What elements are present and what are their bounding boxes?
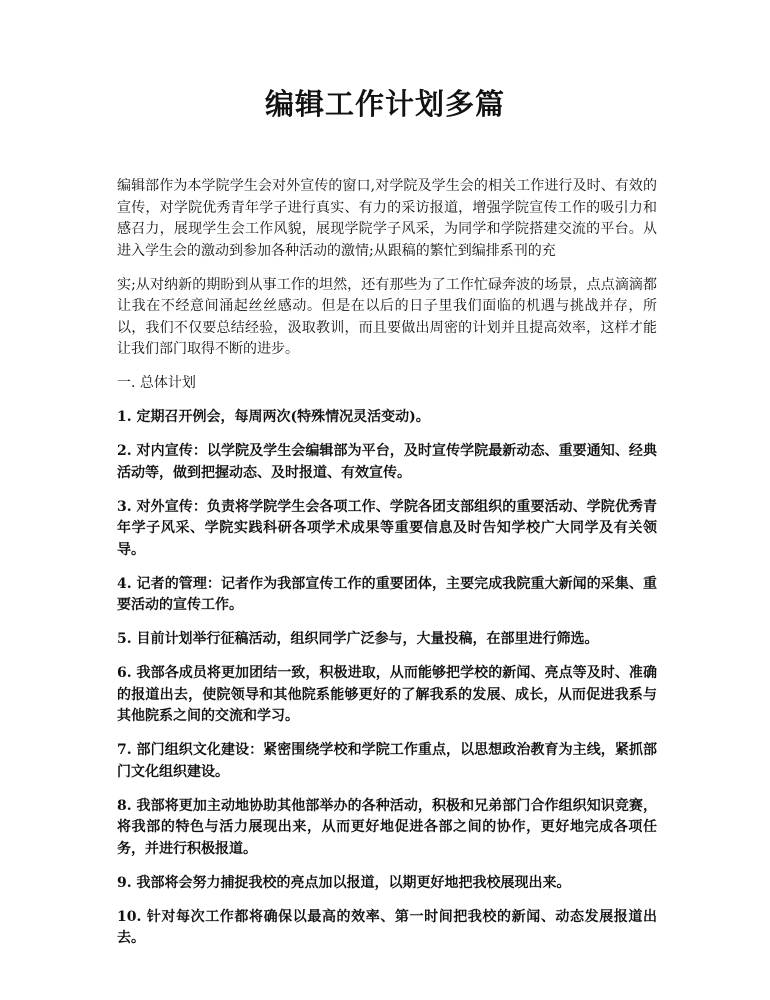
plan-item-8: 8. 我部将更加主动地协助其他部举办的各种活动，积极和兄弟部门合作组织知识竞赛，将我部的特色与活力展现出来，从而更好地促进各部之间的协作，更好地完成各项任务，并进行积极报道。 [117, 797, 657, 857]
plan-item-10: 10. 针对每次工作都将确保以最高的效率、第一时间把我校的新闻、动态发展报道出去。 [117, 908, 657, 946]
paragraph-intro: 编辑部作为本学院学生会对外宣传的窗口,对学院及学生会的相关工作进行及时、有效的宣传，对学院优秀青年学子进行真实、有力的采访报道，增强学院宣传工作的吸引力和感召力，展现学生会工作风貌，展现学院学子风采，为同学和学院搭建交流的平台。从进入学生会的激动到参加各种活动的激情;从跟稿的繁忙到编排系刊的充 [117, 178, 657, 259]
plan-item-5: 5. 目前计划举行征稿活动，组织同学广泛参与，大量投稿，在部里进行筛选。 [117, 631, 599, 647]
plan-item-7: 7. 部门组织文化建设：紧密围绕学校和学院工作重点，以思想政治教育为主线，紧抓部门文化组织建设。 [117, 742, 657, 780]
plan-item-1: 1. 定期召开例会，每周两次(特殊情况灵活变动)。 [117, 409, 430, 425]
plan-item-4: 4. 记者的管理：记者作为我部宣传工作的重要团体，主要完成我院重大新闻的采集、重要活动的宣传工作。 [117, 575, 657, 613]
document-title: 编辑工作计划多篇 [264, 87, 505, 121]
plan-item-3: 3. 对外宣传：负责将学院学生会各项工作、学院各团支部组织的重要活动、学院优秀青年学子风采、学院实践科研各项学术成果等重要信息及时告知学校广大同学及有关领导。 [117, 498, 657, 558]
plan-item-9: 9. 我部将会努力捕捉我校的亮点加以报道，以期更好地把我校展现出来。 [117, 874, 571, 891]
plan-item-6: 6. 我部各成员将更加团结一致，积极进取，从而能够把学校的新闻、亮点等及时、准确的报道出去，使院领导和其他院系能够更好的了解我系的发展、成长，从而促进我系与其他院系之间的交流和学习。 [117, 665, 657, 724]
paragraph-reflection: 实;从对纳新的期盼到从事工作的坦然，还有那些为了工作忙碌奔波的场景，点点滴滴都让我在不经意间涌起丝丝感动。但是在以后的日子里我们面临的机遇与挑战并存，所以，我们不仅要总结经验，汲取教训，而且要做出周密的计划并且提高效率，这样才能让我们部门取得不断的进步。 [117, 276, 657, 357]
section-heading-overall-plan: 一. 总体计划 [117, 375, 196, 391]
plan-item-2: 2. 对内宣传：以学院及学生会编辑部为平台，及时宣传学院最新动态、重要通知、经典活动等，做到把握动态、及时报道、有效宣传。 [117, 443, 657, 481]
document-body [117, 176, 657, 962]
